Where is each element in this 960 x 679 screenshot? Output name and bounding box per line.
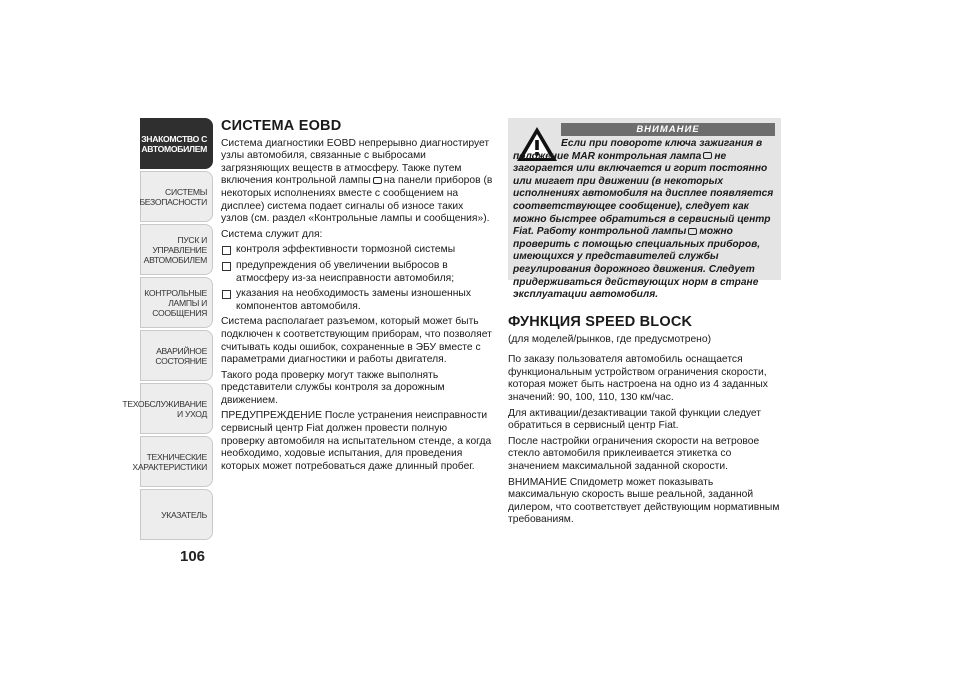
tab-pusk-upravlenie[interactable]: ПУСК И УПРАВЛЕНИЕ АВТОМОБИЛЕМ: [140, 224, 213, 275]
bullet-list: [221, 244, 493, 313]
tab-tehobsluzhivanie[interactable]: ТЕХОБСЛУЖИВАНИЕ И УХОД: [140, 383, 213, 434]
checkbox-icon: [222, 290, 231, 299]
left-column: [221, 120, 493, 476]
section-title-eobd: СИСТЕМА EOBD: [221, 118, 342, 134]
text: контроля эффективности тормозной системы: [236, 244, 456, 256]
text: можно проверить с помощью специальных приборов, имеющихся у представителей службы регулирования дорожного движения. Следует придерживаться действующих норм в стране эксплуатации автомобиля.: [513, 226, 761, 301]
section-title-speed-block: ФУНКЦИЯ SPEED BLOCK: [508, 314, 693, 330]
paragraph: ВНИМАНИЕ Спидометр может показывать максимальную скорость выше реальной, заданной дилером, что соответствует действующим нормативным требованиям.: [508, 476, 780, 526]
list-item: [221, 260, 493, 285]
tab-kontrolnye-lampy[interactable]: КОНТРОЛЬНЫЕ ЛАМПЫ И СООБЩЕНИЯ: [140, 277, 213, 328]
tab-ukazatel[interactable]: УКАЗАТЕЛЬ: [140, 489, 213, 540]
text: на панели приборов (в некоторых исполнениях вместе с сообщением на дисплее) система подает сигналы об износе таких узлов (см. раздел «Контрольные лампы и сообщения»).: [221, 175, 493, 225]
paragraph: [221, 138, 493, 226]
paragraph: ПРЕДУПРЕЖДЕНИЕ После устранения неисправности сервисный центр Fiat должен провести полную проверку автомобиля на испытательном стенде, а когда необходимо, ходовые испытания, для проведения которых может потребоваться даже длинный пробег.: [221, 410, 492, 472]
list-item: [221, 288, 493, 313]
checkbox-icon: [222, 246, 231, 255]
warning-box: [508, 118, 781, 301]
text: указания на необходимость замены изношенных компонентов автомобиля.: [236, 288, 471, 312]
tab-sistemy-bezopasnosti[interactable]: СИСТЕМЫ БЕЗОПАСНОСТИ: [140, 171, 213, 222]
right-column: [508, 316, 781, 530]
engine-icon: [373, 177, 382, 184]
warning-text: [513, 138, 775, 302]
text: Если при повороте ключа зажигания в положение MAR контрольная лампа: [513, 138, 763, 162]
tab-tehnicheskie[interactable]: ТЕХНИЧЕСКИЕ ХАРАКТЕРИСТИКИ: [140, 436, 213, 487]
paragraph: По заказу пользователя автомобиль оснащается функциональным устройством ограничения скорости, которая может быть настроена на одно из 4 заданных значений: 90, 100, 110, 130 км/час.: [508, 354, 768, 403]
warning-header: ВНИМАНИЕ: [561, 123, 775, 136]
engine-icon: [688, 228, 697, 235]
paragraph: Для активации/дезактивации такой функции следует обратиться в сервисный центр Fiat.: [508, 407, 762, 432]
page-number: 106: [180, 548, 206, 565]
text: Система диагностики EOBD непрерывно диагностирует узлы автомобиля, связанные с выбросами загрязняющих веществ в атмосферу. Также путем включения контрольной лампы: [221, 137, 490, 187]
paragraph: После настройки ограничения скорости на ветровое стекло автомобиля приклеивается этикетка со значением максимальной заданной скорости.: [508, 435, 760, 472]
engine-icon: [703, 152, 712, 159]
paragraph: Система служит для:: [221, 228, 323, 240]
tab-znakomstvo[interactable]: ЗНАКОМСТВО С АВТОМОБИЛЕМ: [140, 118, 213, 169]
subtitle: (для моделей/рынков, где предусмотрено): [508, 333, 712, 345]
text: не загорается или включается и горит постоянно или мигает при движении (в некоторых исполнениях автомобиля на дисплее появляется соответствующее сообщение), следует как можно быстрее обратиться в сервисный центр Fiat. Работу контрольной лампы: [513, 150, 774, 238]
checkbox-icon: [222, 262, 231, 271]
list-item: [221, 244, 493, 257]
tab-avariynoe[interactable]: АВАРИЙНОЕ СОСТОЯНИЕ: [140, 330, 213, 381]
paragraph: Система располагает разъемом, который может быть подключен к соответствующим приборам, что позволяет считывать коды ошибок, сохраненные в ЭБУ вместе с параметрами диагностики и работы двигателя.: [221, 316, 492, 366]
paragraph: Такого рода проверку могут также выполнять представители службы контроля за дорожным движением.: [221, 369, 445, 406]
text: предупреждения об увеличении выбросов в атмосферу из-за неисправности автомобиля;: [236, 259, 455, 284]
